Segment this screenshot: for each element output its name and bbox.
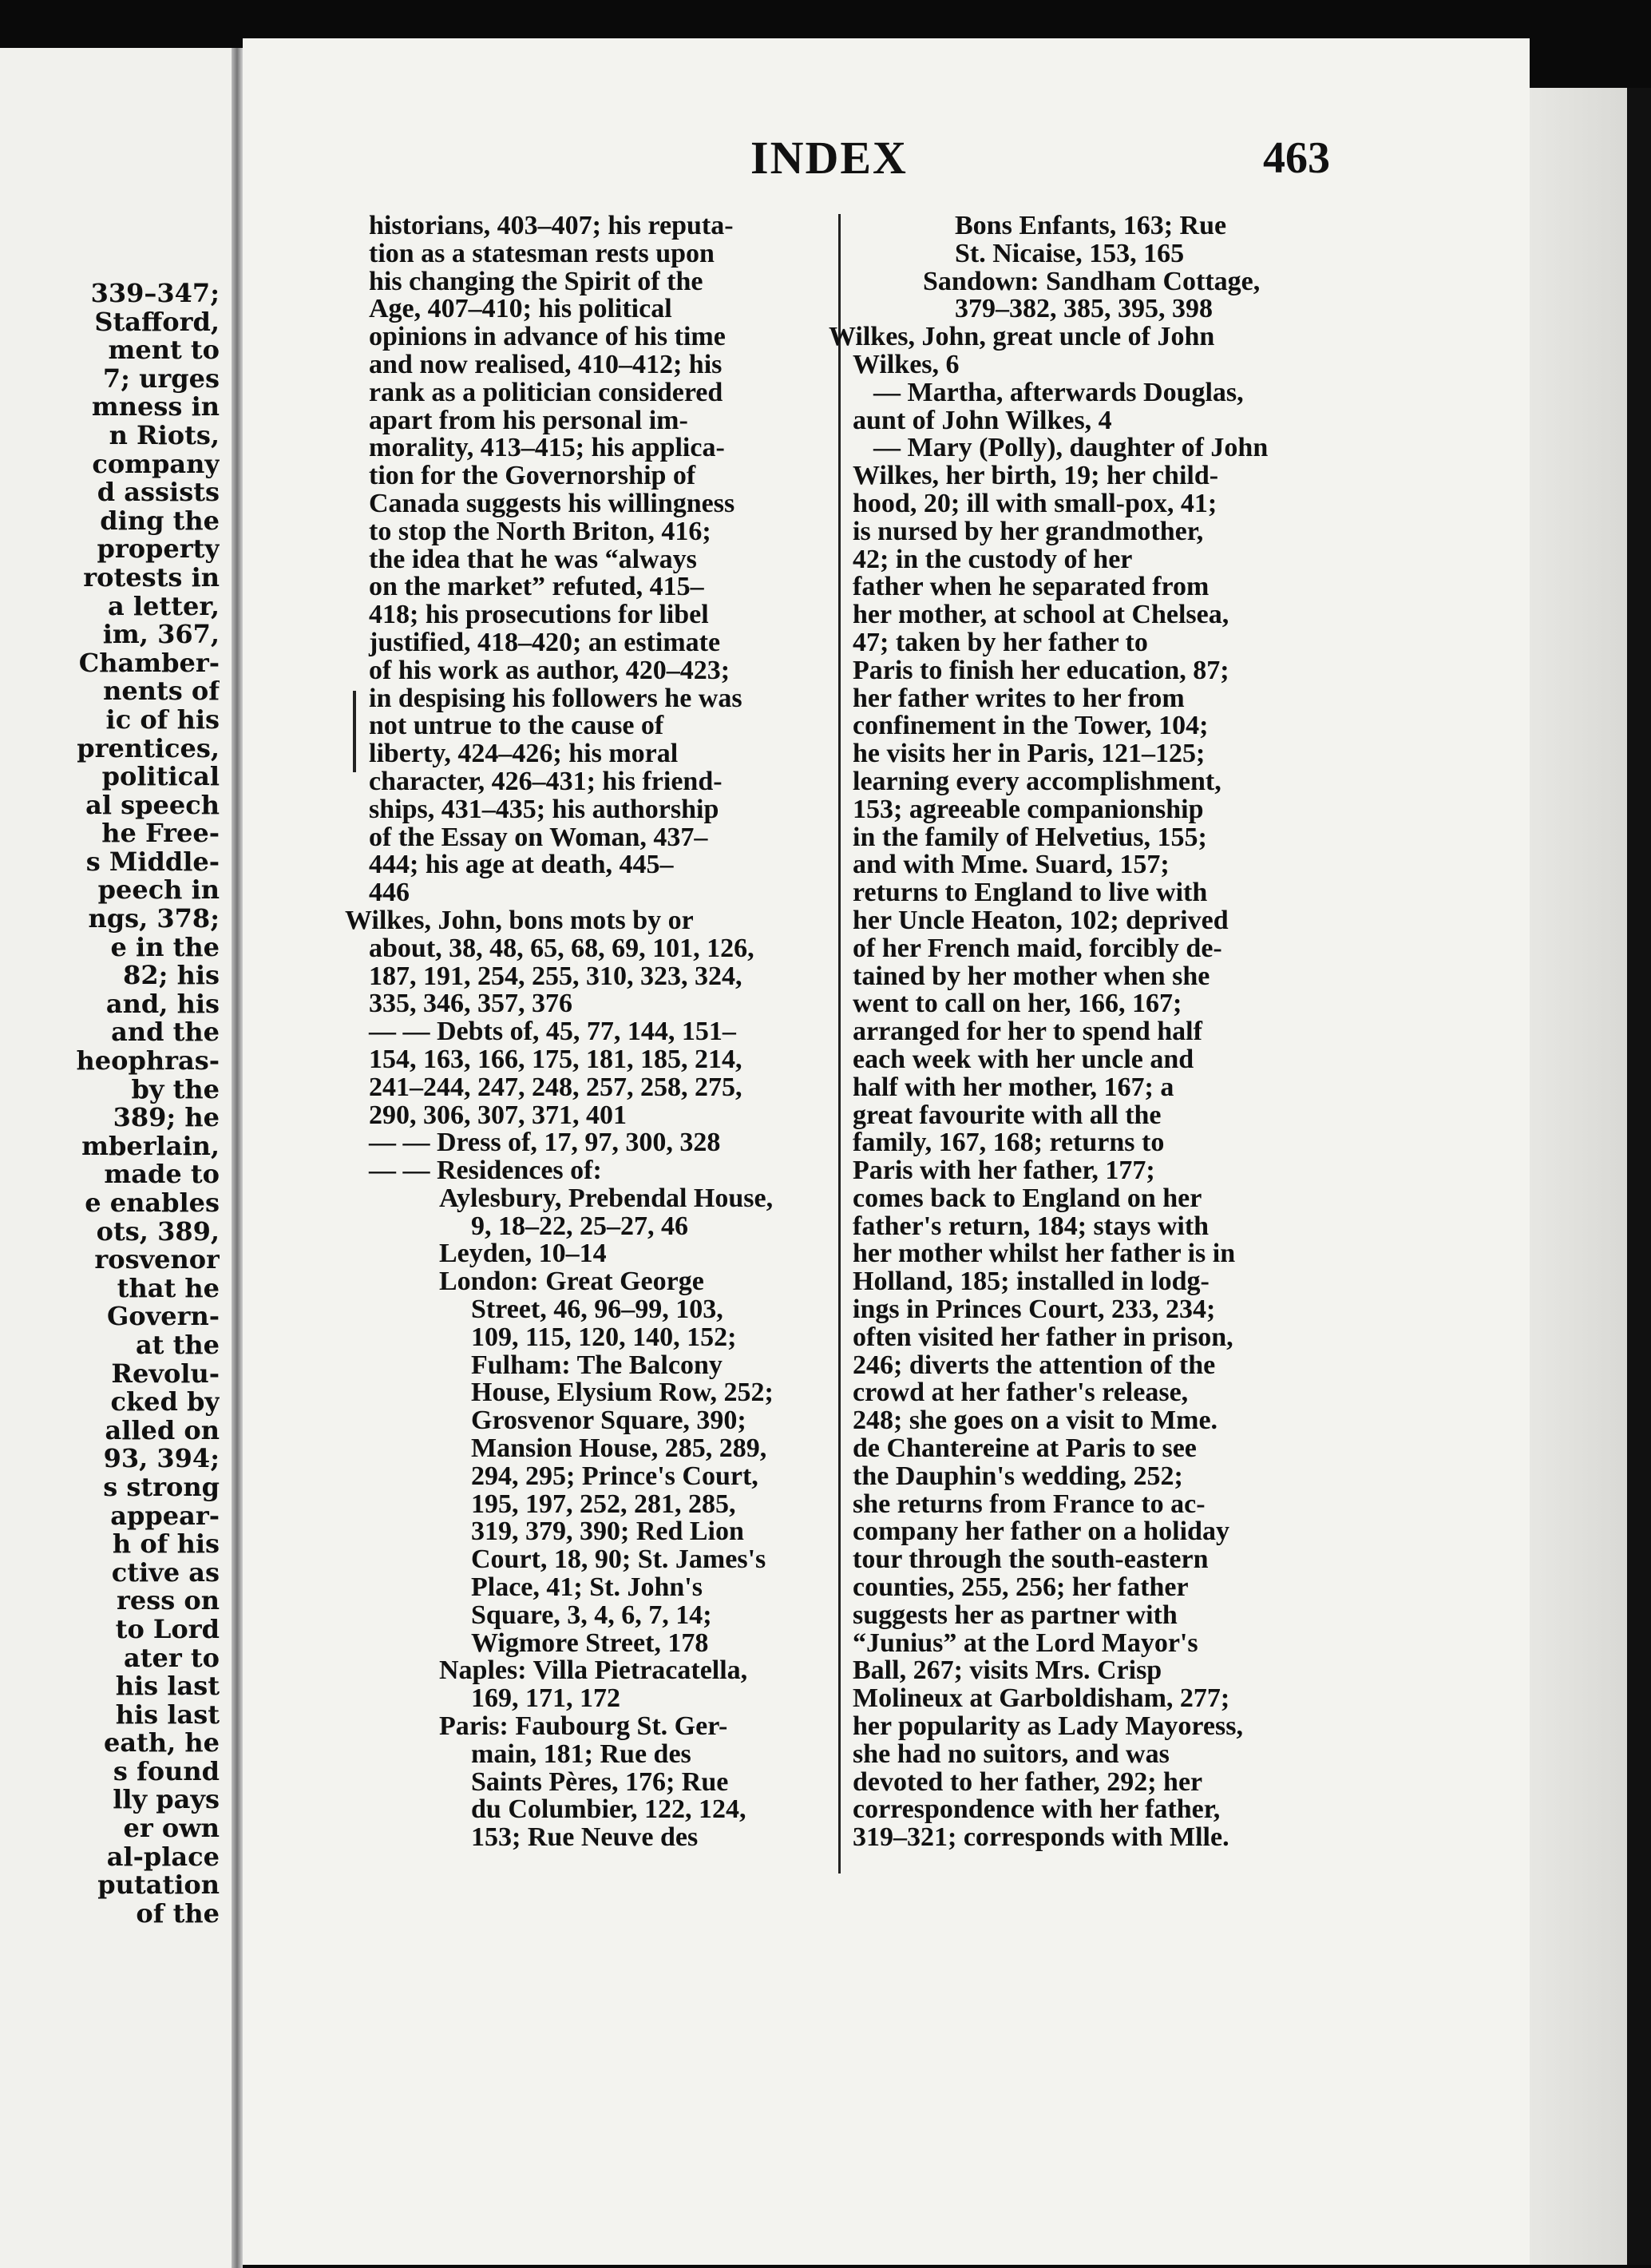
facing-page-line: ic of his xyxy=(105,704,220,735)
facing-page-line: Revolu- xyxy=(111,1358,220,1389)
index-entry-line: Age, 407–410; his political xyxy=(369,294,672,324)
scan-border xyxy=(1627,88,1651,2265)
index-entry-line: main, 181; Rue des xyxy=(471,1739,691,1769)
index-entry-line: the Dauphin's wedding, 252; xyxy=(853,1461,1183,1491)
index-entry-line: morality, 413–415; his applica- xyxy=(369,433,725,463)
index-entry-line: — — Dress of, 17, 97, 300, 328 xyxy=(369,1128,721,1158)
index-entry-line: he visits her in Paris, 121–125; xyxy=(853,739,1206,769)
facing-page-line: appear- xyxy=(110,1500,220,1531)
index-entry-line: Aylesbury, Prebendal House, xyxy=(439,1183,774,1213)
margin-pencil-mark xyxy=(353,691,356,772)
index-entry-line: father when he separated from xyxy=(853,572,1210,602)
index-entry-line: great favourite with all the xyxy=(853,1100,1162,1130)
index-entry-line: — — Debts of, 45, 77, 144, 151– xyxy=(369,1017,736,1047)
index-entry-line: Bons Enfants, 163; Rue xyxy=(955,211,1227,240)
index-entry-line: learning every accomplishment, xyxy=(853,766,1221,796)
index-entry-line: counties, 255, 256; her father xyxy=(853,1572,1189,1603)
index-entry-line: Saints Pères, 176; Rue xyxy=(471,1766,729,1797)
index-entry-line: House, Elysium Row, 252; xyxy=(471,1378,774,1408)
index-entry-line: family, 167, 168; returns to xyxy=(853,1128,1165,1158)
index-entry-line: 195, 197, 252, 281, 285, xyxy=(471,1489,736,1519)
index-entry-line: correspondence with her father, xyxy=(853,1794,1221,1825)
facing-page-line: ress on xyxy=(117,1585,220,1616)
facing-page-line: e enables xyxy=(85,1188,220,1218)
index-entry-line: her mother whilst her father is in xyxy=(853,1239,1236,1269)
facing-page-line: Stafford, xyxy=(94,306,220,337)
facing-page-line: property xyxy=(97,533,220,565)
index-entry-line: not untrue to the cause of xyxy=(369,711,664,741)
facing-page-line: a letter, xyxy=(108,590,220,621)
index-entry-line: crowd at her father's release, xyxy=(853,1378,1189,1408)
facing-page-line: rotests in xyxy=(83,561,220,593)
facing-page-line: to Lord xyxy=(115,1613,220,1644)
index-entry-line: 153; Rue Neuve des xyxy=(471,1822,699,1853)
facing-page-line: mberlain, xyxy=(81,1130,220,1161)
index-entry-line: rank as a politician considered xyxy=(369,377,723,407)
index-entry-line: — Martha, afterwards Douglas, xyxy=(873,377,1244,407)
facing-page-text-fragments xyxy=(0,280,220,1928)
index-entry-line: tour through the south-eastern xyxy=(853,1544,1209,1575)
index-entry-line: Paris with her father, 177; xyxy=(853,1156,1155,1186)
index-entry-line: Grosvenor Square, 390; xyxy=(471,1406,746,1436)
index-entry-line: Fulham: The Balcony xyxy=(471,1350,723,1380)
facing-page-line: lly pays xyxy=(113,1784,220,1815)
index-entry-line: each week with her uncle and xyxy=(853,1044,1194,1074)
index-entry-line: tion for the Governorship of xyxy=(369,461,696,491)
facing-page-line: putation xyxy=(97,1870,220,1901)
index-entry-line: ships, 431–435; his authorship xyxy=(369,794,719,824)
index-entry-line: on the market” refuted, 415– xyxy=(369,572,704,602)
index-entry-line: is nursed by her grandmother, xyxy=(853,516,1204,546)
index-entry-line: and with Mme. Suard, 157; xyxy=(853,850,1170,880)
index-entry-line: and now realised, 410–412; his xyxy=(369,349,723,379)
facing-page-line: company xyxy=(92,448,220,479)
index-entry-line: father's return, 184; stays with xyxy=(853,1211,1210,1241)
facing-page-line: his last xyxy=(115,1671,220,1702)
index-entry-line: of the Essay on Woman, 437– xyxy=(369,822,708,852)
page-title: INDEX xyxy=(750,132,908,184)
page-number: 463 xyxy=(1263,133,1330,183)
facing-page-line: Govern- xyxy=(106,1301,220,1332)
index-entry-line: to stop the North Briton, 416; xyxy=(369,516,711,546)
index-entry-line: 187, 191, 254, 255, 310, 323, 324, xyxy=(369,961,742,991)
facing-page-line: peech in xyxy=(97,874,220,906)
index-entry-line: his changing the Spirit of the xyxy=(369,266,703,296)
index-entry-line: comes back to England on her xyxy=(853,1183,1202,1213)
index-entry-line: du Columbier, 122, 124, xyxy=(471,1794,746,1825)
facing-page-line: n Riots, xyxy=(109,419,220,450)
facing-page-line: ding the xyxy=(100,505,220,536)
index-entry-line: about, 38, 48, 65, 68, 69, 101, 126, xyxy=(369,933,754,963)
index-entry-line: 248; she goes on a visit to Mme. xyxy=(853,1406,1218,1436)
facing-page-line: mness in xyxy=(91,391,220,422)
index-entry-line: Leyden, 10–14 xyxy=(439,1239,607,1269)
index-entry-line: in despising his followers he was xyxy=(369,683,742,713)
index-entry-line: 444; his age at death, 445– xyxy=(369,850,674,880)
index-entry-line: 246; diverts the attention of the xyxy=(853,1350,1216,1380)
facing-page-line: 93, 394; xyxy=(103,1443,220,1474)
index-entry-line: her Uncle Heaton, 102; deprived xyxy=(853,905,1229,935)
facing-page-line: er own xyxy=(123,1813,220,1844)
facing-page-line: al speech xyxy=(85,789,220,820)
index-entry-line: the idea that he was “always xyxy=(369,544,697,574)
facing-page-line: he Free- xyxy=(101,818,220,849)
index-entry-line: arranged for her to spend half xyxy=(853,1017,1202,1047)
facing-page-line: and the xyxy=(111,1017,220,1048)
facing-page-line: ngs, 378; xyxy=(88,903,220,934)
facing-page-line: 7; urges xyxy=(102,363,220,394)
index-entry-line: St. Nicaise, 153, 165 xyxy=(955,238,1185,268)
facing-page-line: s Middle- xyxy=(85,846,220,877)
index-entry-line: 290, 306, 307, 371, 401 xyxy=(369,1100,627,1130)
facing-page-line: im, 367, xyxy=(102,619,220,650)
index-entry-line: of his work as author, 420–423; xyxy=(369,655,730,685)
index-entry-line: 9, 18–22, 25–27, 46 xyxy=(471,1211,688,1241)
facing-page-line: ots, 389, xyxy=(96,1215,220,1247)
index-entry-line: company her father on a holiday xyxy=(853,1517,1229,1547)
index-entry-line: 153; agreeable companionship xyxy=(853,794,1204,824)
facing-page-line: prentices, xyxy=(77,732,220,763)
facing-page-line: made to xyxy=(104,1159,220,1190)
index-entry-line: went to call on her, 166, 167; xyxy=(853,989,1182,1019)
facing-page-line: ater to xyxy=(124,1642,220,1673)
index-entry-line: Paris: Faubourg St. Ger- xyxy=(439,1711,728,1742)
index-entry-line: 319, 379, 390; Red Lion xyxy=(471,1517,744,1547)
index-entry-line: 42; in the custody of her xyxy=(853,544,1133,574)
index-entry-line: Street, 46, 96–99, 103, xyxy=(471,1295,723,1325)
index-entry-line: Wilkes, John, great uncle of John xyxy=(829,322,1215,352)
index-entry-line: ings in Princes Court, 233, 234; xyxy=(853,1295,1216,1325)
index-entry-line: tion as a statesman rests upon xyxy=(369,238,715,268)
index-entry-line: 241–244, 247, 248, 257, 258, 275, xyxy=(369,1072,742,1102)
index-entry-line: Wilkes, her birth, 19; her child- xyxy=(853,461,1219,491)
index-entry-line: tained by her mother when she xyxy=(853,961,1210,991)
facing-page-line: cked by xyxy=(110,1386,220,1418)
index-entry-line: her mother, at school at Chelsea, xyxy=(853,600,1229,630)
facing-page-line: at the xyxy=(135,1329,220,1360)
index-entry-line: apart from his personal im- xyxy=(369,405,688,435)
index-entry-line: devoted to her father, 292; her xyxy=(853,1766,1203,1797)
index-entry-line: aunt of John Wilkes, 4 xyxy=(853,405,1112,435)
index-entry-line: 47; taken by her father to xyxy=(853,627,1148,657)
index-entry-line: Court, 18, 90; St. James's xyxy=(471,1544,766,1575)
facing-page-edge xyxy=(0,48,232,2268)
index-entry-line: 319–321; corresponds with Mlle. xyxy=(853,1822,1229,1853)
index-entry-line: Wilkes, John, bons mots by or xyxy=(345,905,694,935)
facing-page-line: 389; he xyxy=(113,1102,220,1133)
index-entry-line: her father writes to her from xyxy=(853,683,1185,713)
index-entry-line: returns to England to live with xyxy=(853,878,1208,908)
facing-page-line: e in the xyxy=(110,931,220,962)
facing-page-line: 339–347; xyxy=(90,280,220,308)
index-entry-line: often visited her father in prison, xyxy=(853,1322,1233,1352)
facing-page-line: h of his xyxy=(112,1529,220,1560)
facing-page-line: political xyxy=(101,761,220,792)
index-entry-line: Mansion House, 285, 289, xyxy=(471,1433,767,1464)
index-entry-line: Ball, 267; visits Mrs. Crisp xyxy=(853,1655,1162,1686)
facing-page-line: by the xyxy=(131,1073,220,1104)
index-entry-line: character, 426–431; his friend- xyxy=(369,766,723,796)
facing-page-line: rosvenor xyxy=(94,1244,220,1275)
page-edge-right xyxy=(1530,88,1627,2265)
index-entry-line: Place, 41; St. John's xyxy=(471,1572,703,1603)
index-entry-line: in the family of Helvetius, 155; xyxy=(853,822,1207,852)
facing-page-line: alled on xyxy=(105,1414,220,1445)
index-entry-line: — Mary (Polly), daughter of John xyxy=(873,433,1269,463)
index-entry-line: de Chantereine at Paris to see xyxy=(853,1433,1197,1464)
index-entry-line: 335, 346, 357, 376 xyxy=(369,989,572,1019)
index-column-right xyxy=(829,211,1341,1853)
index-entry-line: confinement in the Tower, 104; xyxy=(853,711,1209,741)
index-entry-line: half with her mother, 167; a xyxy=(853,1072,1174,1102)
facing-page-line: that he xyxy=(117,1272,220,1303)
index-entry-line: Wilkes, 6 xyxy=(853,349,960,379)
index-entry-line: 418; his prosecutions for libel xyxy=(369,600,709,630)
index-entry-line: 379–382, 385, 395, 398 xyxy=(955,294,1213,324)
index-entry-line: she had no suitors, and was xyxy=(853,1739,1170,1769)
facing-page-line: s found xyxy=(113,1755,220,1786)
index-entry-line: 169, 171, 172 xyxy=(471,1683,620,1714)
facing-page-line: and, his xyxy=(105,988,220,1019)
index-entry-line: her popularity as Lady Mayoress, xyxy=(853,1711,1243,1742)
index-entry-line: Molineux at Garboldisham, 277; xyxy=(853,1683,1230,1714)
index-entry-line: 446 xyxy=(369,878,410,908)
index-entry-line: suggests her as partner with xyxy=(853,1600,1178,1630)
facing-page-line: ment to xyxy=(108,335,220,366)
index-entry-line: Wigmore Street, 178 xyxy=(471,1628,709,1658)
index-entry-line: 294, 295; Prince's Court, xyxy=(471,1461,758,1491)
index-entry-line: historians, 403–407; his reputa- xyxy=(369,211,734,240)
index-entry-line: Paris to finish her education, 87; xyxy=(853,655,1229,685)
book-gutter xyxy=(232,48,243,2268)
facing-page-line: Chamber- xyxy=(78,647,220,678)
index-entry-line: hood, 20; ill with small-pox, 41; xyxy=(853,488,1217,518)
index-entry-line: opinions in advance of his time xyxy=(369,322,726,352)
index-entry-line: 109, 115, 120, 140, 152; xyxy=(471,1322,737,1352)
facing-page-line: of the xyxy=(136,1897,220,1929)
facing-page-line: s strong xyxy=(103,1471,220,1502)
index-column-left xyxy=(345,211,816,1853)
facing-page-line: ctive as xyxy=(111,1556,220,1588)
facing-page-line: al-place xyxy=(106,1841,220,1872)
column-divider xyxy=(838,214,841,1873)
facing-page-line: 82; his xyxy=(123,960,220,991)
index-entry-line: Sandown: Sandham Cottage, xyxy=(923,266,1261,296)
facing-page-line: eath, he xyxy=(103,1727,220,1758)
facing-page-line: heophras- xyxy=(76,1045,220,1077)
index-entry-line: liberty, 424–426; his moral xyxy=(369,739,679,769)
index-entry-line: — — Residences of: xyxy=(369,1156,602,1186)
index-entry-line: justified, 418–420; an estimate xyxy=(369,627,721,657)
index-entry-line: Holland, 185; installed in lodg- xyxy=(853,1267,1210,1297)
index-entry-line: Canada suggests his willingness xyxy=(369,488,735,518)
index-entry-line: Square, 3, 4, 6, 7, 14; xyxy=(471,1600,712,1630)
facing-page-line: his last xyxy=(115,1699,220,1730)
index-entry-line: 154, 163, 166, 175, 181, 185, 214, xyxy=(369,1044,742,1074)
facing-page-line: nents of xyxy=(103,676,220,707)
index-entry-line: of her French maid, forcibly de- xyxy=(853,933,1222,963)
index-entry-line: “Junius” at the Lord Mayor's xyxy=(853,1628,1198,1658)
index-entry-line: Naples: Villa Pietracatella, xyxy=(439,1655,748,1686)
index-entry-line: London: Great George xyxy=(439,1267,704,1297)
index-entry-line: she returns from France to ac- xyxy=(853,1489,1206,1519)
facing-page-line: d assists xyxy=(97,477,220,508)
